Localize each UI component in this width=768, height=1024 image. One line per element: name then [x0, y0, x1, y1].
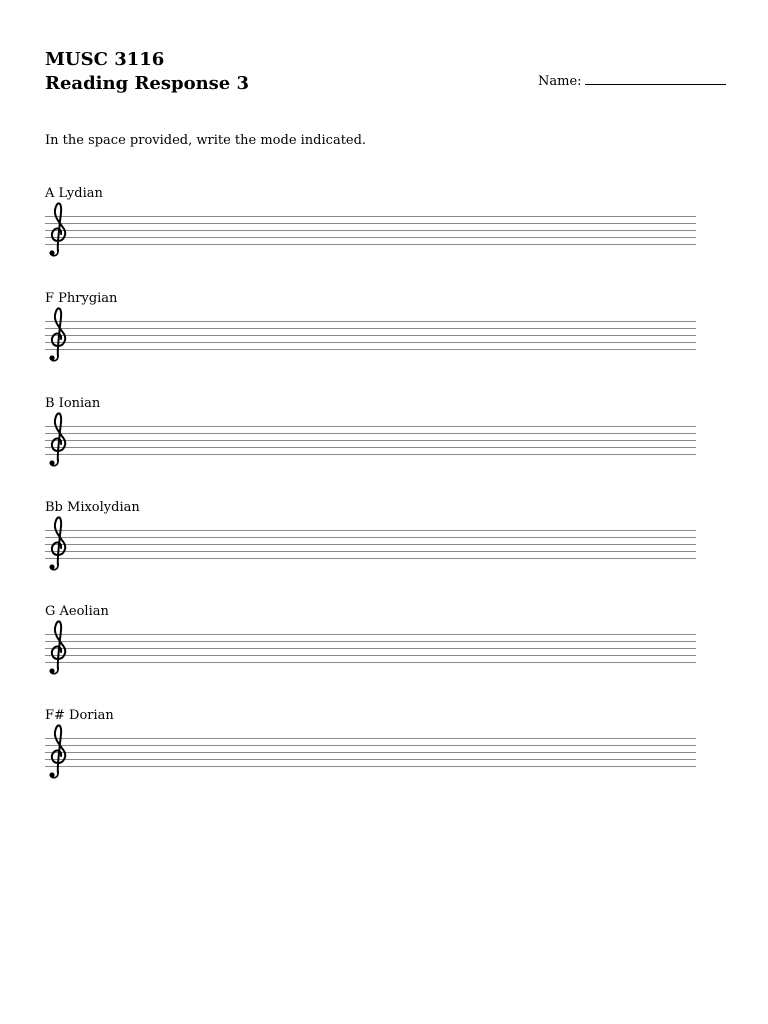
name-field	[538, 72, 726, 91]
name-label: Name:	[538, 74, 582, 89]
music-staff[interactable]	[45, 619, 697, 675]
music-staff[interactable]	[45, 411, 697, 467]
mode-label: A Lydian	[45, 186, 103, 201]
music-staff[interactable]	[45, 201, 697, 257]
exercise-6	[45, 707, 697, 787]
treble-clef-icon	[49, 308, 65, 360]
treble-clef-icon	[49, 621, 65, 673]
exercise-5	[45, 603, 697, 683]
instructions-text: In the space provided, write the mode indicated.	[45, 133, 367, 148]
assignment-title: Reading Response 3	[45, 73, 250, 94]
treble-clef-icon	[49, 203, 65, 255]
exercise-2	[45, 290, 697, 370]
mode-label: F# Dorian	[45, 708, 114, 723]
treble-clef-icon	[49, 413, 65, 465]
mode-label: F Phrygian	[45, 291, 118, 306]
treble-clef-icon	[49, 725, 65, 777]
exercise-3	[45, 395, 697, 475]
name-blank-line[interactable]	[585, 72, 726, 85]
mode-label: Bb Mixolydian	[45, 500, 140, 515]
music-staff[interactable]	[45, 723, 697, 779]
mode-label: B Ionian	[45, 396, 101, 411]
treble-clef-icon	[49, 517, 65, 569]
mode-label: G Aeolian	[45, 604, 109, 619]
course-code: MUSC 3116	[45, 49, 165, 70]
exercise-4	[45, 499, 697, 579]
exercise-1	[45, 185, 697, 265]
music-staff[interactable]	[45, 306, 697, 362]
music-staff[interactable]	[45, 515, 697, 571]
